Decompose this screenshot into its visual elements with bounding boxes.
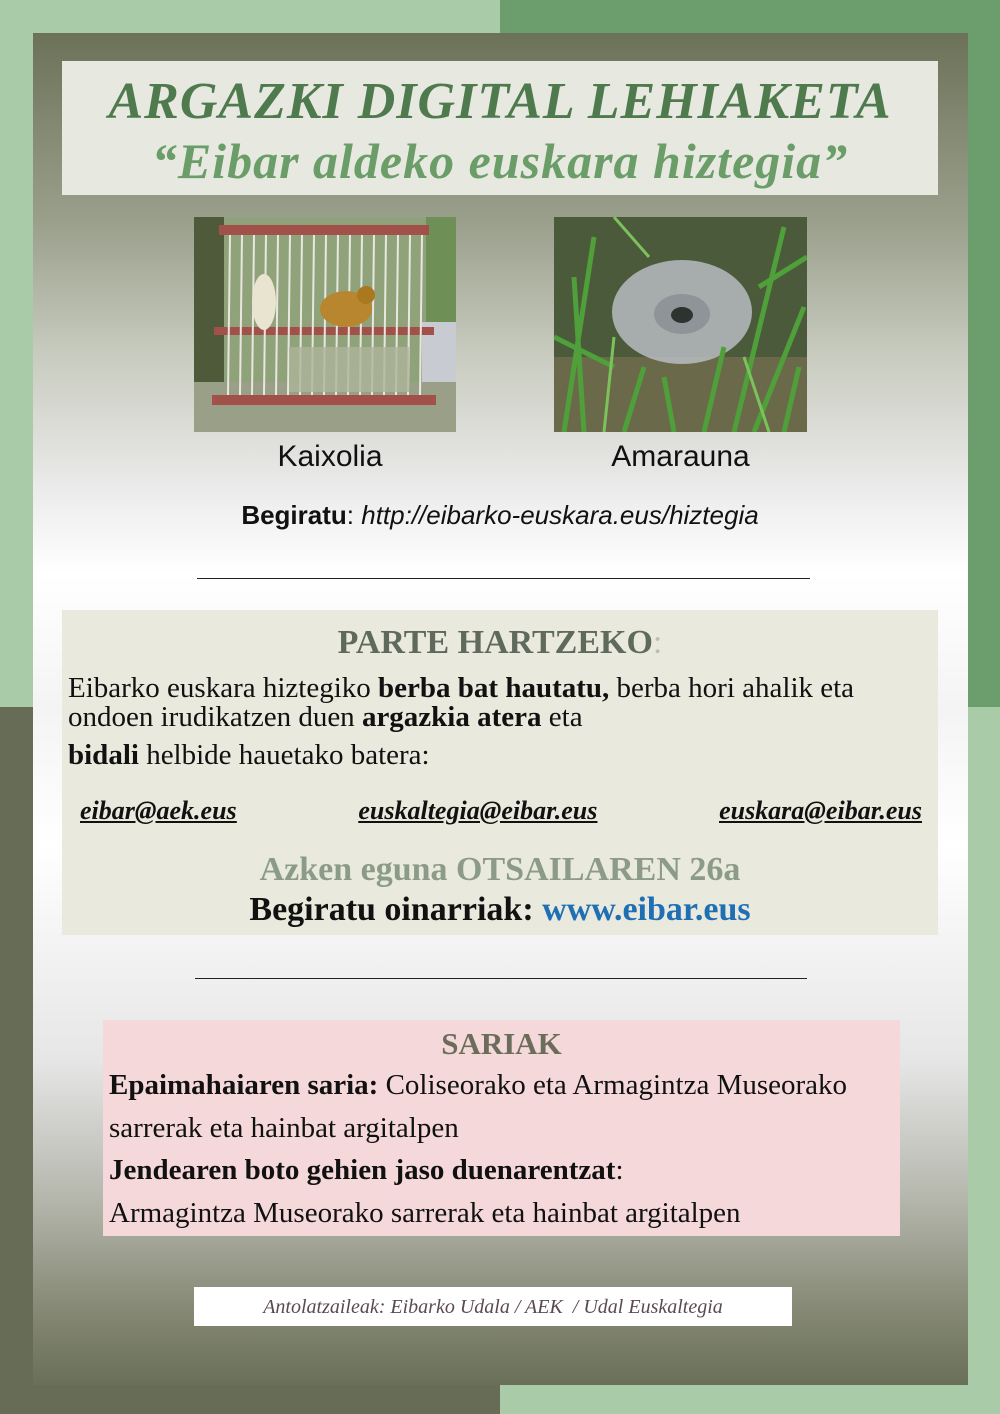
bird-cage-photo xyxy=(194,217,456,432)
instructions-emphasis: argazkia atera xyxy=(361,701,542,733)
photo-caption-kaixolia: Kaixolia xyxy=(277,440,383,473)
deadline-text: Azken eguna OTSAILAREN 26a xyxy=(259,851,741,888)
email-link-aek[interactable]: eibar@aek.eus xyxy=(80,796,237,825)
instructions-line xyxy=(68,741,928,770)
rules-link[interactable]: www.eibar.eus xyxy=(542,891,751,928)
jury-prize-label: Epaimahaiaren saria: xyxy=(109,1069,379,1101)
photo-caption-amarauna: Amarauna xyxy=(611,440,750,473)
page-subtitle: “Eibar aldeko euskara hiztegia” xyxy=(151,133,849,189)
public-prize-text: Armagintza Museorako sarrerak eta hainbat argitalpen xyxy=(109,1196,741,1229)
participation-heading xyxy=(62,622,938,664)
prizes-body xyxy=(109,1064,899,1234)
participation-heading-text: PARTE HARTZEKO xyxy=(337,624,653,661)
page-title: ARGAZKI DIGITAL LEHIAKETA xyxy=(108,73,892,130)
organizers-text: Antolatzaileak: Eibarko Udala / AEK / Udal Euskaltegia xyxy=(263,1296,723,1318)
rules-label: Begiratu oinarriak: xyxy=(249,891,543,928)
title-box xyxy=(62,61,938,195)
prizes-heading: SARIAK xyxy=(441,1026,562,1061)
dictionary-link-label: Begiratu xyxy=(241,500,347,530)
dictionary-link-line xyxy=(0,498,1000,532)
dictionary-link-separator: : xyxy=(346,500,362,530)
public-prize-colon: : xyxy=(615,1154,624,1186)
instructions-text: helbide hauetako batera: xyxy=(138,739,430,771)
instructions-text: eta xyxy=(541,701,583,733)
email-link-euskara[interactable]: euskara@eibar.eus xyxy=(719,796,922,825)
email-link-euskaltegia[interactable]: euskaltegia@eibar.eus xyxy=(358,796,598,825)
organizers-box xyxy=(194,1287,792,1326)
divider xyxy=(195,978,807,979)
spider-web-photo xyxy=(554,217,807,432)
instructions-text: berba hori ahalik eta ondoen irudikatzen duen xyxy=(68,672,855,733)
instructions-emphasis: berba bat hautatu, xyxy=(378,672,610,704)
participation-section xyxy=(62,610,938,935)
email-list xyxy=(80,794,922,828)
divider xyxy=(197,578,810,579)
dictionary-link-url[interactable]: http://eibarko-euskara.eus/hiztegia xyxy=(361,500,759,530)
participation-instructions xyxy=(68,674,928,770)
public-prize-label: Jendearen boto gehien jaso duenarentzat xyxy=(109,1154,616,1186)
participation-heading-colon: : xyxy=(652,624,663,661)
rules-line xyxy=(62,890,938,930)
prizes-section xyxy=(103,1020,900,1236)
jury-prize-text: Coliseorako eta Armagintza Museorako sarrerak eta hainbat argitalpen xyxy=(109,1069,848,1144)
instructions-text: Eibarko euskara hiztegiko xyxy=(68,672,379,704)
instructions-emphasis: bidali xyxy=(68,739,139,771)
